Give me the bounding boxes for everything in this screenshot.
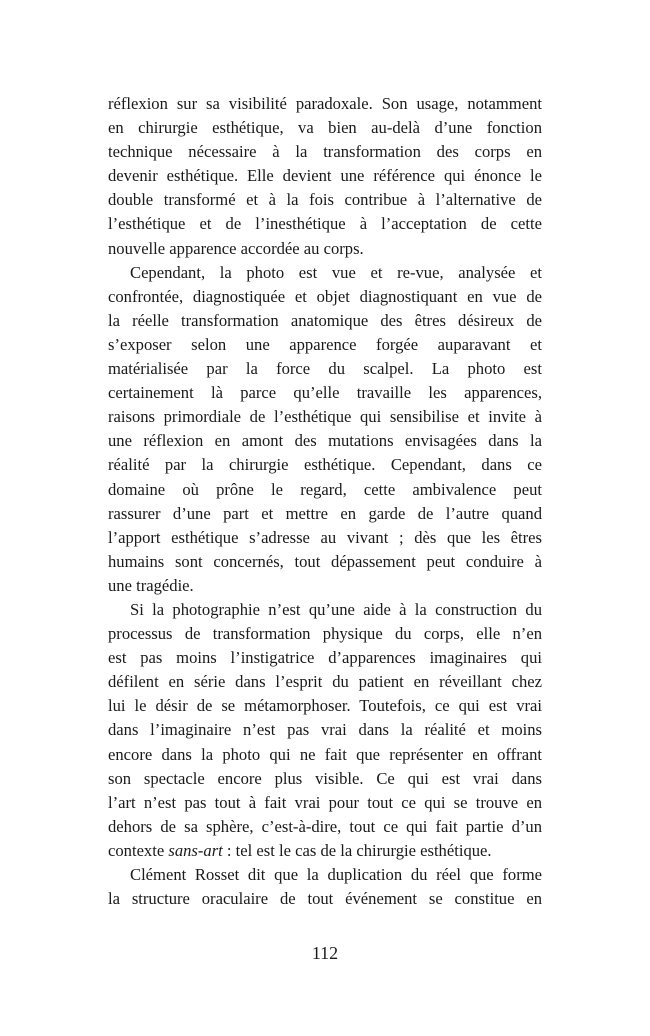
paragraph-1 [108, 92, 542, 261]
text-line: humains sont concernés, tout dépassement peut conduire à [108, 551, 542, 571]
text-line: Clément Rosset dit que la duplication du réel que forme [130, 865, 542, 884]
text-line: lui le désir de se métamorphoser. Toutefois, ce qui est vrai [108, 696, 542, 716]
text-line: dehors de sa sphère, c’est-à-dire, tout ce qui fait partie d’un [108, 816, 542, 836]
paragraph-2 [108, 261, 542, 598]
page-number: 112 [311, 943, 339, 963]
text-line: une réflexion en amont des mutations envisagées dans la [108, 431, 542, 451]
text-line: l’art n’est pas tout à fait vrai pour tout ce qui se trouve en [108, 792, 542, 812]
page-body-text [108, 92, 542, 911]
text-line: processus de transformation physique du corps, elle n’en [108, 624, 542, 644]
text-line: son spectacle encore plus visible. Ce qui est vrai dans [108, 768, 542, 788]
text-line: devenir esthétique. Elle devient une référence qui énonce le [108, 166, 542, 186]
text-line: raisons primordiale de l’esthétique qui sensibilise et invite à [108, 407, 542, 427]
text-line: la réelle transformation anatomique des êtres désireux de [108, 310, 542, 330]
text-line: confrontée, diagnostiquée et objet diagnostiquant en vue de [108, 286, 542, 306]
text-line: dans l’imaginaire n’est pas vrai dans la réalité et moins [108, 720, 542, 740]
text-line: une tragédie. [108, 575, 194, 595]
text-line: contexte sans-art : tel est le cas de la chirurgie esthétique. [108, 840, 492, 860]
text-line: en chirurgie esthétique, va bien au-delà d’une fonction [108, 118, 542, 138]
text-line: réalité par la chirurgie esthétique. Cependant, dans ce [108, 455, 542, 475]
text-line: matérialisée par la force du scalpel. La photo est [108, 359, 542, 379]
text-line: s’exposer selon une apparence forgée auparavant et [108, 334, 542, 354]
italic-term: sans-art [168, 840, 223, 860]
text-line: technique nécessaire à la transformation des corps en [108, 142, 542, 162]
text-line: nouvelle apparence accordée au corps. [108, 238, 364, 258]
text-line: réflexion sur sa visibilité paradoxale. Son usage, notamment [108, 94, 542, 113]
paragraph-4 [108, 863, 542, 911]
paragraph-3 [108, 598, 542, 863]
text-line: certainement là parce qu’elle travaille les apparences, [108, 383, 542, 403]
text-line: la structure oraculaire de tout événement se constitue en [108, 889, 542, 909]
text-line: l’esthétique et de l’inesthétique à l’acceptation de cette [108, 214, 542, 234]
text-line: défilent en série dans l’esprit du patient en réveillant chez [108, 672, 542, 692]
text-line: encore dans la photo qui ne fait que représenter en offrant [108, 744, 542, 764]
text-line: double transformé et à la fois contribue à l’alternative de [108, 190, 542, 210]
text-line: l’apport esthétique s’adresse au vivant ; dès que les êtres [108, 527, 542, 547]
text-line: Si la photographie n’est qu’une aide à la construction du [130, 599, 542, 619]
text-line: Cependant, la photo est vue et re-vue, analysée et [130, 262, 542, 282]
text-line: rassurer d’une part et mettre en garde de l’autre quand [108, 503, 542, 523]
text-line: domaine où prône le regard, cette ambivalence peut [108, 479, 542, 499]
text-line: est pas moins l’instigatrice d’apparences imaginaires qui [108, 648, 542, 668]
